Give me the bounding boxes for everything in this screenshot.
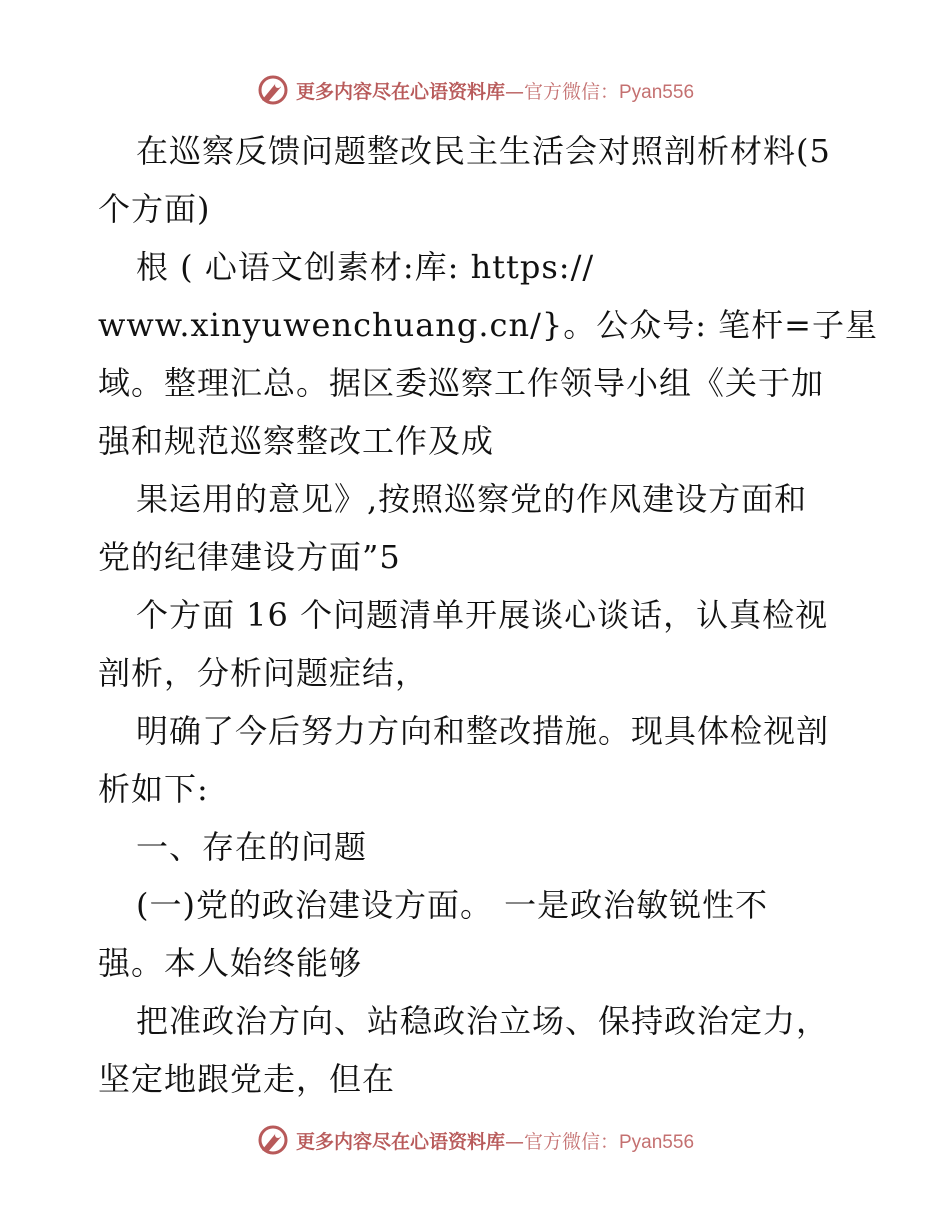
header-site-name: 更多内容尽在心语资料库 (295, 80, 505, 103)
footer-separator: — (504, 1130, 524, 1153)
body-line: www.xinyuwenchuang.cn/}。公众号: 笔杆=子星 (98, 306, 878, 344)
header-wechat-id: Pyan556 (619, 81, 695, 103)
body-line: 强和规范巡察整改工作及成 (98, 422, 495, 460)
body-line: 根 ( 心语文创素材:库: https:// (136, 248, 595, 286)
footer-site-name: 更多内容尽在心语资料库 (295, 1130, 505, 1153)
body-line: 个方面 16 个问题清单开展谈心谈话，认真检视 (136, 596, 829, 634)
body-line: 明确了今后努力方向和整改措施。现具体检视剖 (136, 712, 830, 750)
body-line: 坚定地跟党走，但在 (98, 1060, 396, 1098)
pen-logo-icon (256, 1123, 290, 1157)
body-line-title-1: 在巡察反馈问题整改民主生活会对照剖析材料(5 (136, 132, 831, 170)
footer-wechat-id: Pyan556 (619, 1131, 695, 1153)
section-heading: 一、存在的问题 (136, 828, 368, 866)
footer-banner-text (296, 1127, 694, 1154)
body-line: 剖析，分析问题症结， (98, 654, 429, 692)
body-line: 党的纪律建设方面”5 (98, 538, 401, 576)
body-line: 果运用的意见》,按照巡察党的作风建设方面和 (136, 480, 808, 518)
header-separator: — (504, 80, 524, 103)
body-line: 强。本人始终能够 (98, 944, 363, 982)
footer-banner (0, 1120, 950, 1160)
header-banner-text (296, 77, 694, 104)
header-banner (0, 70, 950, 110)
body-line: 析如下: (98, 770, 209, 808)
header-wechat-label: 官方微信： (523, 80, 619, 103)
document-body (98, 122, 878, 1108)
body-line: 域。整理汇总。据区委巡察工作领导小组《关于加 (98, 364, 825, 402)
body-line-title-2: 个方面) (98, 190, 211, 228)
body-line: 把准政治方向、站稳政治立场、保持政治定力， (136, 1002, 830, 1040)
subsection-heading: (一)党的政治建设方面。 一是政治敏锐性不 (136, 886, 769, 924)
pen-logo-icon (256, 73, 290, 107)
footer-wechat-label: 官方微信： (523, 1130, 619, 1153)
